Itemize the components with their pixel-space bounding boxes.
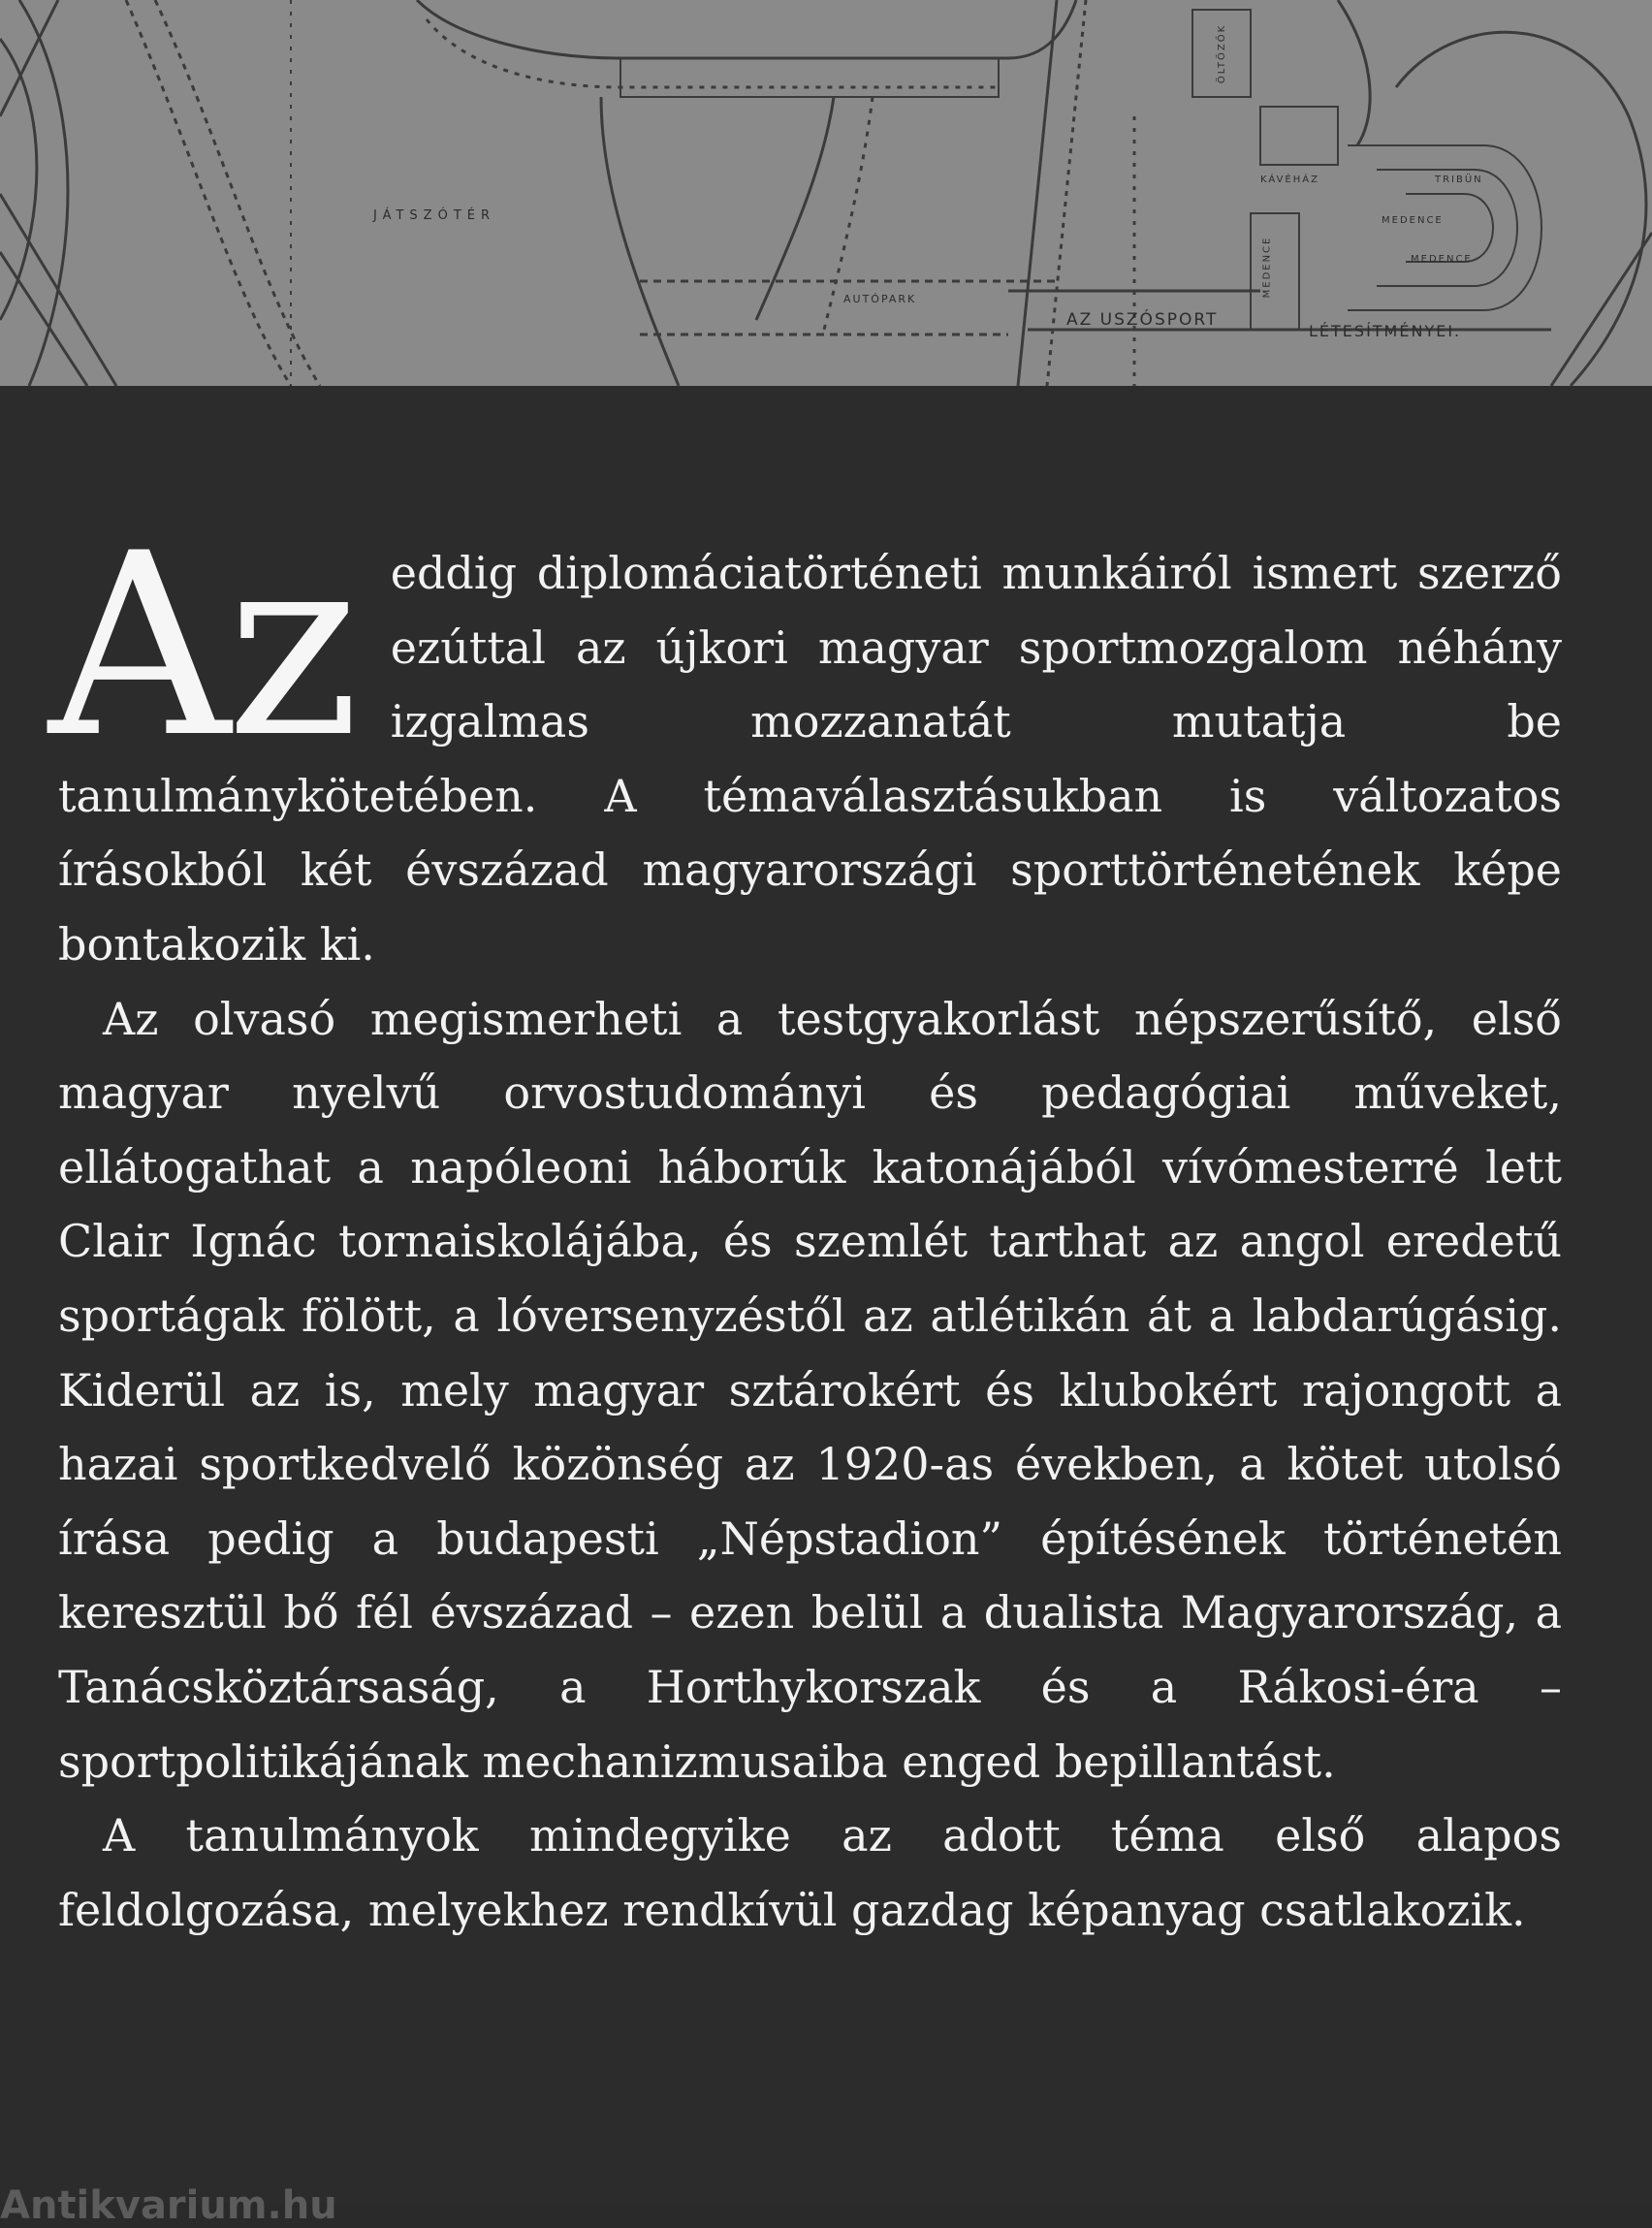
- blurb-paragraph-2: Az olvasó megismerheti a testgyakorlást népszerűsítő, első magyar nyelvű orvostudományi és pedagógiai műveket, ellátogathat a napóleoni háborúk katonájából vívómesterré lett Clair Ignác tornaiskolájába, és szemlét tarthat az angol eredetű sportágak fölött, a lóversenyzéstől az atlétikán át a labdarúgásig. Kiderül az is, mely magyar sztárokért és klubokért rajongott a hazai sportkedvelő közönség az 1920-as években, a kötet utolsó írása pedig a budapesti „Népstadion” építésének történetén keresztül bő fél évszázad – ezen belül a dualista Magyarország, a Tanácsköztársaság, a Horthykorszak és a Rákosi-éra – sportpolitikájának mechanizmusaiba enged bepillantást.: [58, 992, 1562, 1788]
- blurb-paragraph-1: [48, 500, 1562, 982]
- map-label-cafe: KÁVÉHÁZ: [1260, 175, 1319, 185]
- map-label-car-park: AUTÓPARK: [843, 293, 917, 305]
- map-label-changing-rooms: ÖLTÖZŐK: [1217, 23, 1228, 84]
- map-label-swimming-right: LÉTESÍTMÉNYEI.: [1309, 322, 1462, 340]
- map-label-pool-1: MEDENCE: [1382, 215, 1444, 226]
- drop-cap: Az: [48, 500, 356, 793]
- blurb-paragraph-1-text: eddig diplomáciatörténeti munkáiról ismert szerző ezúttal az újkori magyar sportmozgalom néhány izgalmas mozzanatát mutatja be tanulmánykötetében. A témaválasztásukban is változatos írásokból két évszázad magyarországi sporttörténetének képe bontakozik ki.: [58, 547, 1562, 971]
- blurb-text: [48, 500, 1562, 1947]
- blurb-paragraph-3: A tanulmányok mindegyike az adott téma első alapos feldolgozása, melyekhez rendkívül gazdag képanyag csatlakozik.: [58, 1809, 1562, 1936]
- map-label-swimming-left: AZ USZÓSPORT: [1066, 310, 1219, 330]
- map-label-tribune: TRIBÜN: [1435, 175, 1483, 185]
- site-plan-illustration: [0, 0, 1652, 386]
- map-label-pool-vertical: MEDENCE: [1261, 236, 1273, 299]
- watermark-text: Antikvarium.hu: [0, 2183, 337, 2228]
- map-label-playground: JÁTSZÓTÉR: [373, 208, 496, 223]
- map-label-pool-2: MEDENCE: [1411, 254, 1473, 265]
- blurb-panel: [0, 386, 1652, 2203]
